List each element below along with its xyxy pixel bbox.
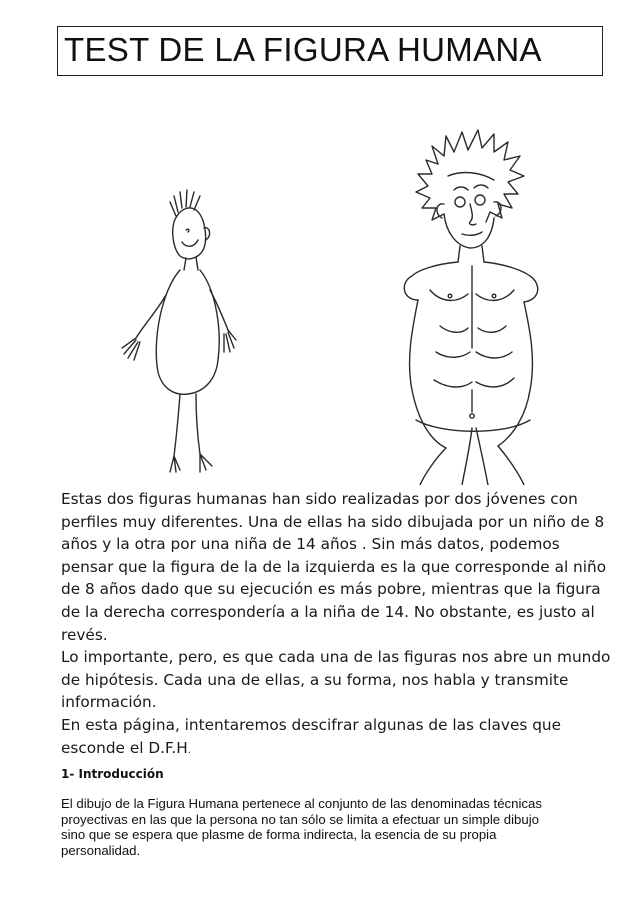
right-figure-drawing	[404, 130, 537, 485]
figures-illustration	[100, 90, 580, 485]
section-1-line: sino que se espera que plasme de forma indirecta, la esencia de su propia	[61, 827, 497, 843]
paragraph-2-line: de hipótesis. Cada una de ellas, a su forma, nos habla y transmite	[61, 670, 569, 689]
paragraph-1-line: Estas dos figuras humanas han sido realizadas por dos jóvenes con	[61, 490, 578, 508]
paragraph-1-line: pensar que la figura de la de la izquierda es la que corresponde al niño	[61, 557, 607, 576]
paragraph-3-line	[61, 737, 621, 763]
title-box	[57, 26, 603, 76]
section-1-text	[61, 796, 606, 858]
paragraph-3-line: En esta página, intentaremos descifrar algunas de las claves que	[61, 715, 562, 734]
paragraph-1-line: de 8 años dado que su ejecución es más pobre, mientras que la figura	[61, 580, 601, 599]
paragraph-1-line: años y la otra por una niña de 14 años . Sin más datos, podemos	[61, 535, 560, 554]
section-1-line: El dibujo de la Figura Humana pertenece al conjunto de las denominadas técnicas	[61, 796, 542, 811]
paragraph-1-line: perfiles muy diferentes. Una de ellas ha sido dibujada por un niño de 8	[61, 512, 605, 531]
paragraph-3-period: .	[187, 744, 191, 756]
paragraph-1-line: de la derecha correspondería a la niña de 14. No obstante, es justo al	[61, 602, 595, 621]
section-1-line: proyectivas en las que la persona no tan sólo se limita a efectuar un simple dibujo	[61, 811, 539, 827]
left-figure-drawing	[122, 190, 236, 472]
paragraph-1	[61, 488, 621, 762]
paragraph-2-line: Lo importante, pero, es que cada una de las figuras nos abre un mundo	[61, 648, 611, 667]
paragraph-2-line: información.	[61, 693, 157, 712]
paragraph-3-text: esconde el D.F.H	[61, 738, 188, 757]
paragraph-1-line: revés.	[61, 625, 108, 644]
section-1-title: 1- Introducción	[61, 767, 164, 781]
page-title: TEST DE LA FIGURA HUMANA	[64, 31, 542, 68]
section-1-line: personalidad.	[61, 842, 141, 858]
